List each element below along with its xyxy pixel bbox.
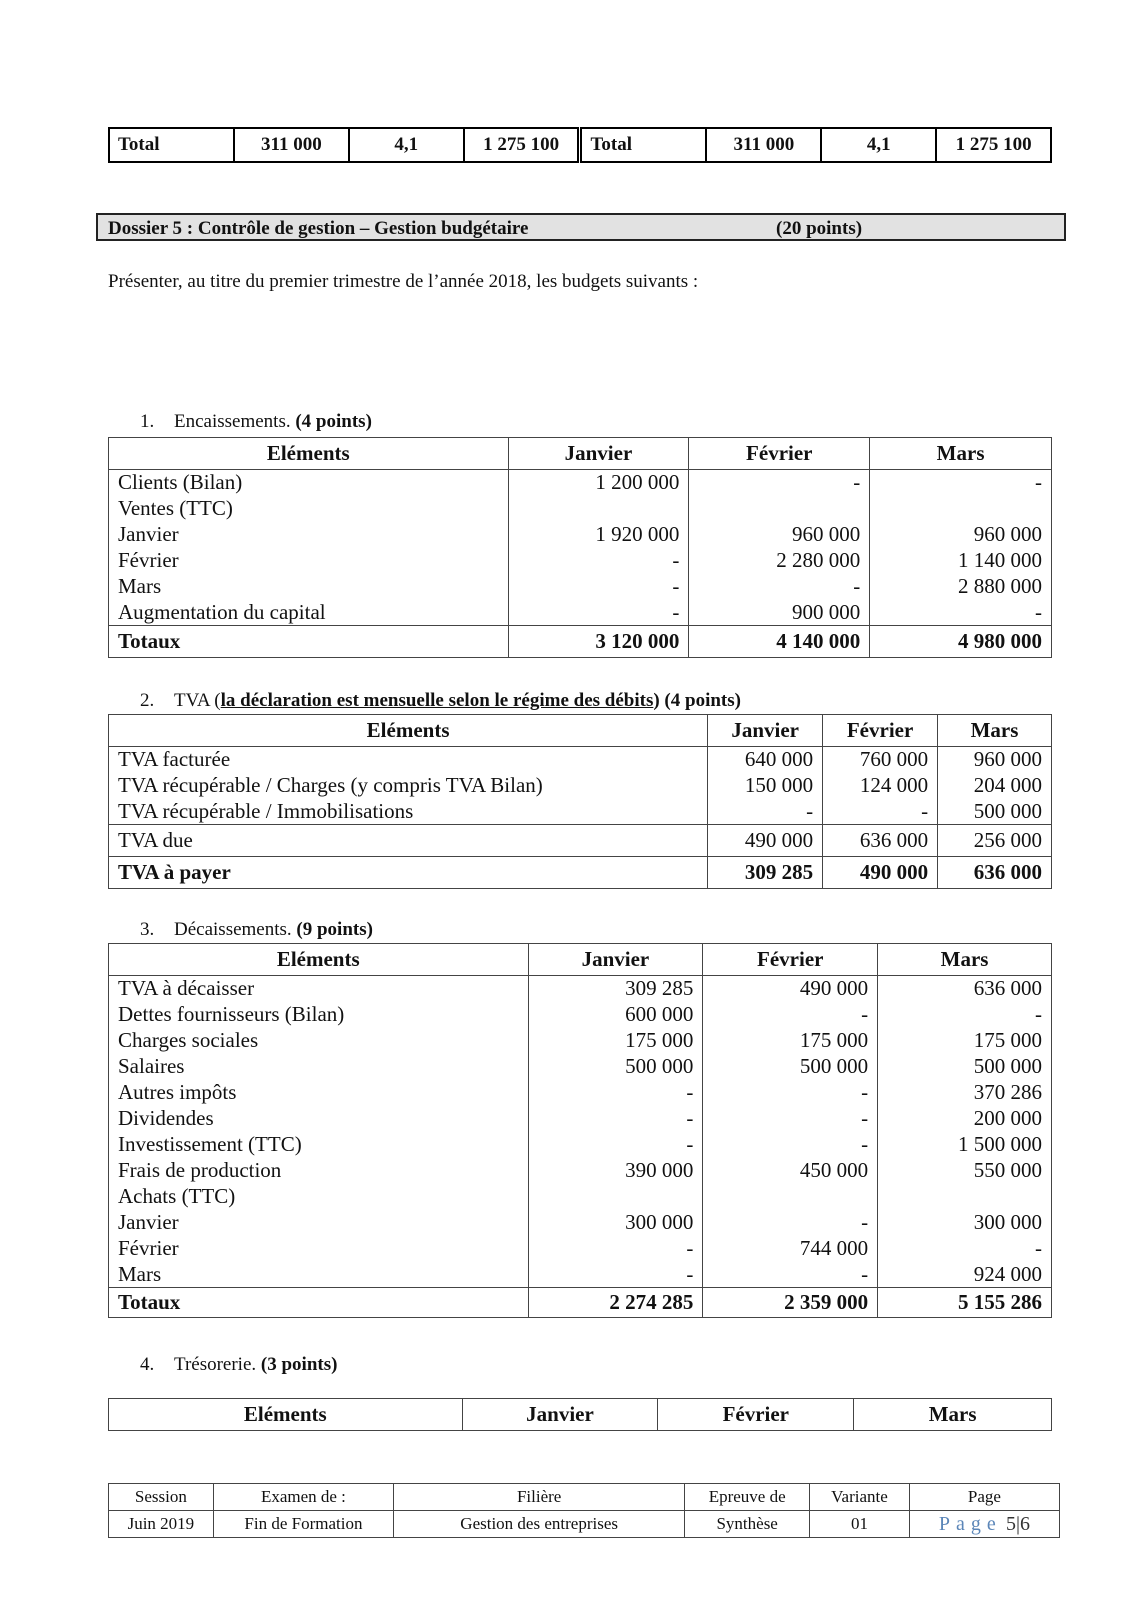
tresorerie-table [108, 1398, 1052, 1431]
dossier-points: (20 points) [776, 218, 863, 239]
footer-cell: Filière [394, 1484, 685, 1511]
cell-value: 124 000 [823, 773, 938, 799]
cell-value: 150 000 [708, 773, 823, 799]
cell-value: 5 155 286 [878, 1288, 1052, 1318]
section-points: (3 points) [260, 1354, 338, 1375]
column-header: Janvier [508, 438, 689, 470]
column-header: Mars [870, 438, 1052, 470]
encaissements-table [108, 437, 1052, 658]
table-row [109, 1002, 1052, 1028]
column-header: Mars [938, 715, 1052, 747]
footer-value-row [109, 1511, 1060, 1538]
table-row [109, 548, 1052, 574]
footer-cell: Synthèse [685, 1511, 810, 1538]
row-label: TVA à décaisser [109, 976, 529, 1002]
row-label: Mars [109, 574, 509, 600]
row-label: Dividendes [109, 1106, 529, 1132]
table-row [109, 773, 1052, 799]
row-label: Clients (Bilan) [109, 470, 509, 496]
cell-value [878, 1184, 1052, 1210]
cell-value: 490 000 [703, 976, 878, 1002]
row-label: Frais de production [109, 1158, 529, 1184]
page-number: 5 [1005, 1512, 1016, 1535]
row-label: Ventes (TTC) [109, 496, 509, 522]
cell-value: - [703, 1106, 878, 1132]
cell-value [689, 496, 870, 522]
cell-value: - [508, 600, 689, 626]
cell-value: 256 000 [938, 825, 1052, 857]
column-header: Février [689, 438, 870, 470]
row-label: Février [109, 548, 509, 574]
cell-value: 744 000 [703, 1236, 878, 1262]
total-row [109, 1288, 1052, 1318]
row-label: Augmentation du capital [109, 600, 509, 626]
table-row [109, 747, 1052, 773]
total-value: 311 000 [706, 128, 821, 162]
cell-value: 490 000 [708, 825, 823, 857]
cell-value: 175 000 [878, 1028, 1052, 1054]
column-header: Eléments [109, 715, 708, 747]
cell-value: - [870, 470, 1052, 496]
row-label: TVA récupérable / Immobilisations [109, 799, 708, 825]
footer-cell: Gestion des entreprises [394, 1511, 685, 1538]
cell-value: 450 000 [703, 1158, 878, 1184]
row-label: Dettes fournisseurs (Bilan) [109, 1002, 529, 1028]
section-points: ) (4 points) [653, 690, 741, 711]
cell-value: 4 980 000 [870, 626, 1052, 658]
table-row [109, 496, 1052, 522]
column-header: Janvier [528, 944, 703, 976]
column-header: Eléments [109, 1399, 463, 1431]
column-header: Eléments [109, 438, 509, 470]
row-label: Totaux [109, 626, 509, 658]
cell-value: - [508, 548, 689, 574]
tva-table [108, 714, 1052, 889]
cell-value: 500 000 [938, 799, 1052, 825]
cell-value: - [703, 1080, 878, 1106]
decaissements-table [108, 943, 1052, 1318]
cell-value: - [878, 1236, 1052, 1262]
section-label: Trésorerie. [174, 1354, 257, 1375]
table-row [109, 1106, 1052, 1132]
total-value: 4,1 [349, 128, 464, 162]
section-note: la déclaration est mensuelle selon le régime des débits [220, 690, 654, 711]
row-label: Achats (TTC) [109, 1184, 529, 1210]
row-label: TVA récupérable / Charges (y compris TVA Bilan) [109, 773, 708, 799]
row-label: Février [109, 1236, 529, 1262]
footer-cell: 01 [810, 1511, 910, 1538]
row-label: TVA due [109, 825, 708, 857]
table-header-row [109, 715, 1052, 747]
table-row [109, 128, 1051, 162]
dossier-title: Dossier 5 : Contrôle de gestion – Gestion budgétaire [108, 218, 529, 239]
cell-value: 2 880 000 [870, 574, 1052, 600]
cell-value: 600 000 [528, 1002, 703, 1028]
cell-value: 550 000 [878, 1158, 1052, 1184]
cell-value: - [708, 799, 823, 825]
cell-value: 960 000 [689, 522, 870, 548]
cell-value: 500 000 [528, 1054, 703, 1080]
footer-cell: Variante [810, 1484, 910, 1511]
column-header: Février [703, 944, 878, 976]
cell-value: 175 000 [703, 1028, 878, 1054]
cell-value: - [703, 1262, 878, 1288]
column-header: Février [823, 715, 938, 747]
footer-cell: Fin de Formation [213, 1511, 393, 1538]
cell-value: - [870, 600, 1052, 626]
row-label: Investissement (TTC) [109, 1132, 529, 1158]
cell-value: 2 280 000 [689, 548, 870, 574]
total-row [109, 857, 1052, 889]
total-label: Total [580, 128, 707, 162]
total-label: Total [109, 128, 234, 162]
cell-value: 4 140 000 [689, 626, 870, 658]
column-header: Mars [878, 944, 1052, 976]
table-row [109, 1236, 1052, 1262]
table-row [109, 1028, 1052, 1054]
table-row [109, 1262, 1052, 1288]
footer-cell: Examen de : [213, 1484, 393, 1511]
column-header: Février [658, 1399, 854, 1431]
section-label: TVA ( [174, 690, 221, 711]
cell-value: 390 000 [528, 1158, 703, 1184]
cell-value: 1 920 000 [508, 522, 689, 548]
cell-value: 924 000 [878, 1262, 1052, 1288]
footer-cell: Session [109, 1484, 214, 1511]
footer-header-row [109, 1484, 1060, 1511]
row-label: Autres impôts [109, 1080, 529, 1106]
cell-value: 309 285 [528, 976, 703, 1002]
cell-value: - [528, 1106, 703, 1132]
table-row [109, 470, 1052, 496]
total-value: 1 275 100 [936, 128, 1051, 162]
cell-value: 500 000 [878, 1054, 1052, 1080]
section-points: (4 points) [295, 411, 372, 432]
section-label: Encaissements. [174, 411, 291, 432]
cell-value: 960 000 [938, 747, 1052, 773]
cell-value [703, 1184, 878, 1210]
row-label: Janvier [109, 522, 509, 548]
cell-value: 760 000 [823, 747, 938, 773]
table-header-row [109, 1399, 1052, 1431]
cell-value: 370 286 [878, 1080, 1052, 1106]
cell-value: - [689, 470, 870, 496]
cell-value: 1 140 000 [870, 548, 1052, 574]
total-strip [108, 127, 1052, 163]
section-title-decaissements [140, 919, 373, 941]
section-title-tva [140, 690, 741, 712]
table-row [109, 825, 1052, 857]
footer-cell: Epreuve de [685, 1484, 810, 1511]
cell-value: 175 000 [528, 1028, 703, 1054]
section-number: 1. [140, 411, 155, 432]
table-row [109, 600, 1052, 626]
cell-value: 1 500 000 [878, 1132, 1052, 1158]
cell-value: 300 000 [878, 1210, 1052, 1236]
cell-value: - [703, 1210, 878, 1236]
row-label: TVA facturée [109, 747, 708, 773]
total-value: 1 275 100 [464, 128, 580, 162]
cell-value: 3 120 000 [508, 626, 689, 658]
column-header: Janvier [708, 715, 823, 747]
cell-value: - [528, 1132, 703, 1158]
table-row [109, 522, 1052, 548]
cell-value: 1 200 000 [508, 470, 689, 496]
intro-text: Présenter, au titre du premier trimestre de l’année 2018, les budgets suivants : [108, 271, 699, 292]
cell-value: - [703, 1132, 878, 1158]
row-label: Totaux [109, 1288, 529, 1318]
section-number: 2. [140, 690, 155, 711]
cell-value: - [508, 574, 689, 600]
section-points: (9 points) [296, 919, 373, 940]
cell-value: 300 000 [528, 1210, 703, 1236]
table-row [109, 1158, 1052, 1184]
cell-value: - [689, 574, 870, 600]
table-header-row [109, 438, 1052, 470]
table-row [109, 1080, 1052, 1106]
cell-value [528, 1184, 703, 1210]
cell-value: 636 000 [823, 825, 938, 857]
row-label: Charges sociales [109, 1028, 529, 1054]
section-title-tresorerie [140, 1354, 337, 1376]
table-row [109, 1132, 1052, 1158]
cell-value: 309 285 [708, 857, 823, 889]
cell-value [870, 496, 1052, 522]
table-row [109, 976, 1052, 1002]
total-row [109, 626, 1052, 658]
cell-value: 2 274 285 [528, 1288, 703, 1318]
cell-value: 200 000 [878, 1106, 1052, 1132]
table-row [109, 574, 1052, 600]
cell-value: 960 000 [870, 522, 1052, 548]
table-row [109, 1210, 1052, 1236]
cell-value: 490 000 [823, 857, 938, 889]
column-header: Mars [854, 1399, 1052, 1431]
row-label: Janvier [109, 1210, 529, 1236]
page-separator: | [1015, 1512, 1020, 1535]
table-row [109, 1054, 1052, 1080]
table-row [109, 1184, 1052, 1210]
section-number: 4. [140, 1354, 155, 1375]
page-total: 6 [1020, 1512, 1030, 1535]
page-footer [108, 1483, 1060, 1538]
column-header: Eléments [109, 944, 529, 976]
cell-value: 204 000 [938, 773, 1052, 799]
cell-value: - [878, 1002, 1052, 1028]
dossier-header [96, 213, 1066, 241]
total-value: 4,1 [821, 128, 936, 162]
table-row [109, 799, 1052, 825]
cell-value: 640 000 [708, 747, 823, 773]
total-value: 311 000 [234, 128, 349, 162]
section-label: Décaissements. [174, 919, 292, 940]
cell-value: - [703, 1002, 878, 1028]
cell-value: 636 000 [878, 976, 1052, 1002]
row-label: TVA à payer [109, 857, 708, 889]
cell-value: 2 359 000 [703, 1288, 878, 1318]
cell-value: - [528, 1236, 703, 1262]
row-label: Salaires [109, 1054, 529, 1080]
cell-value: 500 000 [703, 1054, 878, 1080]
page-word: Page [938, 1512, 1002, 1535]
table-header-row [109, 944, 1052, 976]
cell-value: - [528, 1080, 703, 1106]
row-label: Mars [109, 1262, 529, 1288]
cell-value [508, 496, 689, 522]
cell-value: 636 000 [938, 857, 1052, 889]
page-indicator [909, 1511, 1059, 1538]
cell-value: 900 000 [689, 600, 870, 626]
cell-value: - [823, 799, 938, 825]
section-number: 3. [140, 919, 155, 940]
footer-cell: Juin 2019 [109, 1511, 214, 1538]
footer-cell: Page [909, 1484, 1059, 1511]
section-title-encaissements [140, 411, 372, 433]
cell-value: - [528, 1262, 703, 1288]
column-header: Janvier [462, 1399, 658, 1431]
